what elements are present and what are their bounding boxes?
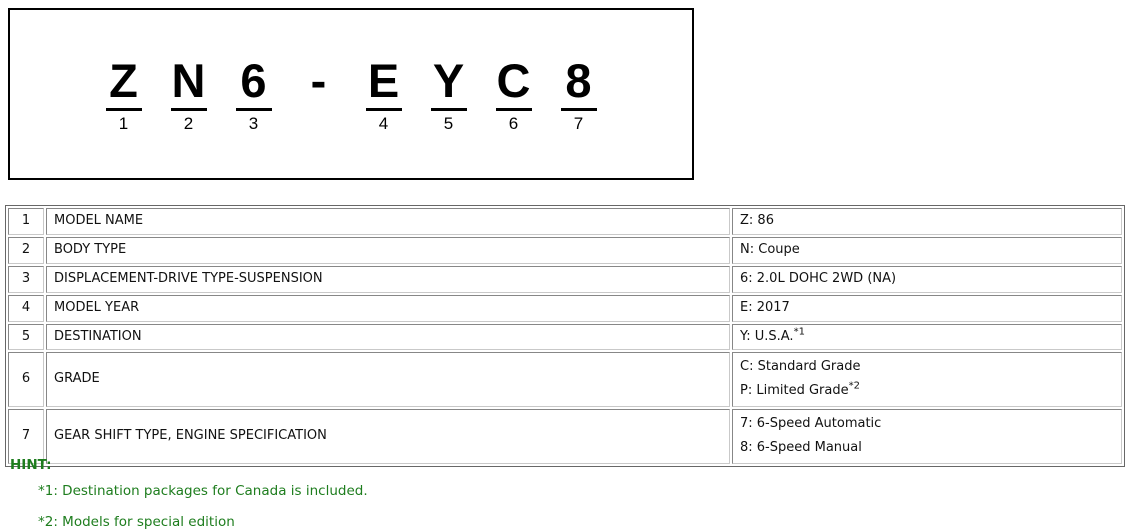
spec-row-value: [732, 237, 1122, 264]
footnote-marker: *1: [793, 326, 805, 338]
spec-row-value: [732, 409, 1122, 464]
model-code-row: [106, 53, 597, 133]
spec-row-label: DESTINATION: [46, 324, 730, 351]
code-underline: [431, 108, 467, 111]
value-line: N: Coupe: [740, 241, 800, 257]
value-line: 8: 6-Speed Manual: [740, 440, 862, 456]
spec-row-number: 5: [8, 324, 44, 351]
spec-row-number: 3: [8, 266, 44, 293]
spec-row-label: GRADE: [46, 352, 730, 407]
code-position-number: 5: [443, 113, 454, 133]
spec-row-value: [732, 352, 1122, 407]
spec-row-number: 4: [8, 295, 44, 322]
model-code-char-2: [171, 53, 207, 133]
code-letter: C: [496, 53, 531, 107]
model-code-char-6: [496, 53, 532, 133]
code-underline: [236, 108, 272, 111]
value-line: 6: 2.0L DOHC 2WD (NA): [740, 270, 897, 286]
code-underline: [171, 108, 207, 111]
model-code-char-5: [431, 53, 467, 133]
spec-row-number: 2: [8, 237, 44, 264]
spec-row-4: [8, 295, 1122, 322]
value-text: P: Limited Grade: [740, 383, 849, 399]
code-letter: 8: [565, 53, 592, 107]
code-letter: 6: [240, 53, 267, 107]
spec-row-5: [8, 324, 1122, 351]
value-line: E: 2017: [740, 299, 790, 315]
spec-row-7: [8, 409, 1122, 464]
code-position-number: 7: [573, 113, 584, 133]
code-position-number: 4: [378, 113, 389, 133]
spec-table: [5, 205, 1125, 467]
model-code-char-4: [366, 53, 402, 133]
code-dash-glyph: -: [310, 53, 327, 107]
code-underline: [106, 108, 142, 111]
code-underline: [561, 108, 597, 111]
value-line: 7: 6-Speed Automatic: [740, 416, 882, 432]
hint-section: [10, 458, 368, 531]
model-code-char-7: [561, 53, 597, 133]
spec-row-label: DISPLACEMENT-DRIVE TYPE-SUSPENSION: [46, 266, 730, 293]
hint-title: HINT:: [10, 457, 52, 473]
spec-row-value: [732, 266, 1122, 293]
value-line: [740, 326, 1114, 346]
model-code-char-1: [106, 53, 142, 133]
spec-row-number: 7: [8, 409, 44, 464]
spec-row-label: GEAR SHIFT TYPE, ENGINE SPECIFICATION: [46, 409, 730, 464]
spec-row-label: BODY TYPE: [46, 237, 730, 264]
code-underline: [496, 108, 532, 111]
model-code-box: [8, 8, 694, 180]
value-line: [740, 383, 1114, 400]
spec-row-2: [8, 237, 1122, 264]
spec-row-value: [732, 295, 1122, 322]
code-letter: N: [171, 53, 206, 107]
code-position-number: 2: [183, 113, 194, 133]
model-code-char-3: [236, 53, 272, 133]
spec-row-1: [8, 208, 1122, 235]
hint-item: *1: Destination packages for Canada is included.: [38, 482, 368, 499]
model-code-dash: [301, 53, 337, 132]
code-underline: [366, 108, 402, 111]
hint-item: *2: Models for special edition: [38, 514, 235, 531]
spec-row-number: 1: [8, 208, 44, 235]
spec-row-6: [8, 352, 1122, 407]
spec-row-label: MODEL YEAR: [46, 295, 730, 322]
code-position-number: 3: [248, 113, 259, 133]
code-position-number: 1: [118, 113, 129, 133]
spec-row-value: [732, 324, 1122, 351]
code-letter: E: [367, 53, 400, 107]
spec-row-3: [8, 266, 1122, 293]
footnote-marker: *2: [848, 381, 860, 393]
spec-row-number: 6: [8, 352, 44, 407]
spec-row-label: MODEL NAME: [46, 208, 730, 235]
code-letter: Z: [109, 53, 138, 107]
value-line: C: Standard Grade: [740, 359, 861, 375]
spec-row-value: [732, 208, 1122, 235]
code-letter: Y: [432, 53, 465, 107]
value-text: Y: U.S.A.: [740, 328, 794, 344]
value-line: Z: 86: [740, 213, 774, 228]
code-position-number: 6: [508, 113, 519, 133]
